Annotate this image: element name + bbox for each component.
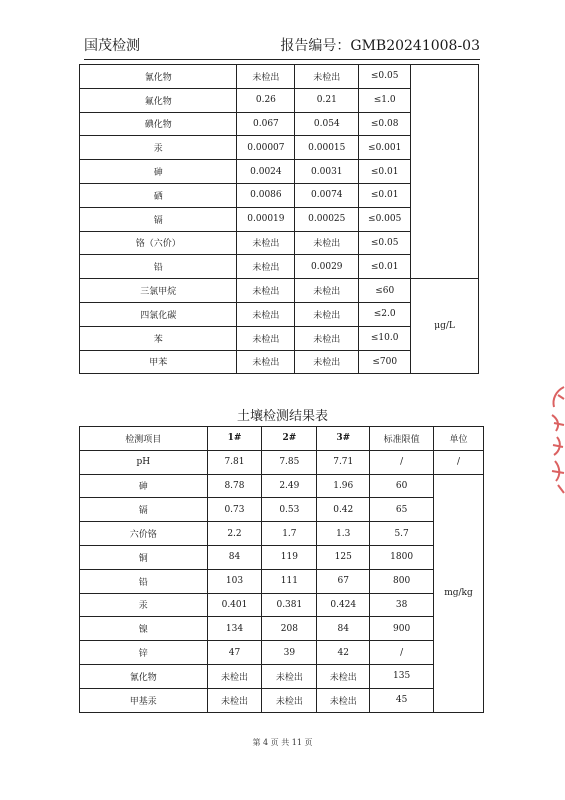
sample-3-cell: 未检出 [317, 688, 370, 712]
item-cell: 苯 [80, 326, 237, 350]
sample-3-cell: 84 [317, 617, 370, 641]
unit-cell-mgkg: mg/kg [434, 474, 484, 712]
page-header [84, 32, 480, 60]
sample-1-cell: 未检出 [237, 279, 295, 303]
limit-cell: ≤0.05 [359, 231, 411, 255]
limit-cell: ≤0.005 [359, 207, 411, 231]
item-cell: 镉 [80, 498, 208, 522]
sample-2-cell: 0.381 [262, 593, 317, 617]
soil-header-row [80, 427, 484, 451]
sample-2-cell: 0.0074 [295, 183, 359, 207]
sample-1-cell: 未检出 [237, 302, 295, 326]
sample-3-cell: 125 [317, 545, 370, 569]
item-cell: 汞 [80, 136, 237, 160]
sample-2-cell: 未检出 [295, 326, 359, 350]
limit-cell: 800 [370, 569, 434, 593]
sample-2-cell: 0.53 [262, 498, 317, 522]
sample-1-cell: 未检出 [207, 664, 262, 688]
soil-row [80, 522, 484, 546]
sample-1-cell: 84 [207, 545, 262, 569]
org-name: 国茂检测 [84, 38, 140, 54]
sample-2-cell: 0.054 [295, 112, 359, 136]
sample-2-cell: 2.49 [262, 474, 317, 498]
soil-row [80, 498, 484, 522]
soil-row [80, 474, 484, 498]
sample-1-cell: 8.78 [207, 474, 262, 498]
item-cell: 甲基汞 [80, 688, 208, 712]
sample-2-cell: 1.7 [262, 522, 317, 546]
sample-1-cell: 47 [207, 641, 262, 665]
red-seal-stamp [548, 385, 565, 495]
sample-2-cell: 111 [262, 569, 317, 593]
sample-2-cell: 208 [262, 617, 317, 641]
ph-cell: pH [80, 450, 208, 474]
sample-2-cell: 未检出 [295, 231, 359, 255]
item-cell: 砷 [80, 160, 237, 184]
sample-2-cell: 0.0031 [295, 160, 359, 184]
sample-1-cell: 103 [207, 569, 262, 593]
limit-cell: ≤0.01 [359, 183, 411, 207]
item-cell: 氟化物 [80, 88, 237, 112]
limit-cell: 5.7 [370, 522, 434, 546]
sample-1-cell: 未检出 [237, 326, 295, 350]
limit-cell: ≤700 [359, 350, 411, 374]
soil-row [80, 688, 484, 712]
soil-table-title: 土壤检测结果表 [236, 409, 328, 424]
item-cell: 甲苯 [80, 350, 237, 374]
sample-2-cell: 未检出 [295, 302, 359, 326]
sample-3-cell: 未检出 [317, 664, 370, 688]
sample-1-cell: 未检出 [237, 231, 295, 255]
ph-cell: 7.81 [207, 450, 262, 474]
item-cell: 碘化物 [80, 112, 237, 136]
sample-3-cell: 0.424 [317, 593, 370, 617]
sample-1-cell: 未检出 [207, 688, 262, 712]
sample-1-cell: 0.067 [237, 112, 295, 136]
ph-cell: 7.71 [317, 450, 370, 474]
sample-2-cell: 0.21 [295, 88, 359, 112]
soil-row [80, 593, 484, 617]
item-cell: 硒 [80, 183, 237, 207]
item-cell: 氰化物 [80, 65, 237, 89]
item-cell: 铅 [80, 569, 208, 593]
limit-cell: 1800 [370, 545, 434, 569]
sample-1-cell: 0.00019 [237, 207, 295, 231]
item-cell: 镉 [80, 207, 237, 231]
sample-3-cell: 67 [317, 569, 370, 593]
limit-cell: ≤1.0 [359, 88, 411, 112]
unit-cell-ugl: μg/L [411, 279, 479, 374]
item-cell: 四氯化碳 [80, 302, 237, 326]
sample-2-cell: 未检出 [295, 65, 359, 89]
soil-row [80, 664, 484, 688]
item-cell: 铬（六价） [80, 231, 237, 255]
header-sample-2: 2# [262, 427, 317, 451]
ph-cell: / [434, 450, 484, 474]
limit-cell: ≤0.01 [359, 255, 411, 279]
sample-3-cell: 1.3 [317, 522, 370, 546]
header-unit: 单位 [434, 427, 484, 451]
sample-3-cell: 1.96 [317, 474, 370, 498]
sample-2-cell: 0.00025 [295, 207, 359, 231]
limit-cell: 135 [370, 664, 434, 688]
limit-cell: 45 [370, 688, 434, 712]
soil-row [80, 545, 484, 569]
soil-row [80, 641, 484, 665]
sample-2-cell: 未检出 [262, 664, 317, 688]
item-cell: 六价铬 [80, 522, 208, 546]
item-cell: 砷 [80, 474, 208, 498]
soil-row [80, 569, 484, 593]
limit-cell: ≤2.0 [359, 302, 411, 326]
sample-1-cell: 2.2 [207, 522, 262, 546]
sample-2-cell: 未检出 [262, 688, 317, 712]
ph-cell: / [370, 450, 434, 474]
limit-cell: / [370, 641, 434, 665]
water-row [80, 279, 479, 303]
sample-1-cell: 未检出 [237, 350, 295, 374]
sample-1-cell: 0.26 [237, 88, 295, 112]
item-cell: 铜 [80, 545, 208, 569]
item-cell: 氰化物 [80, 664, 208, 688]
sample-1-cell: 0.00007 [237, 136, 295, 160]
limit-cell: ≤0.01 [359, 160, 411, 184]
limit-cell: ≤10.0 [359, 326, 411, 350]
sample-1-cell: 0.73 [207, 498, 262, 522]
sample-2-cell: 未检出 [295, 350, 359, 374]
ph-cell: 7.85 [262, 450, 317, 474]
sample-1-cell: 0.0024 [237, 160, 295, 184]
page-footer: 第 4 页 共 11 页 [252, 738, 313, 747]
item-cell: 铅 [80, 255, 237, 279]
limit-cell: 65 [370, 498, 434, 522]
sample-2-cell: 39 [262, 641, 317, 665]
header-sample-3: 3# [317, 427, 370, 451]
limit-cell: ≤0.001 [359, 136, 411, 160]
water-results-table [79, 64, 479, 374]
sample-2-cell: 119 [262, 545, 317, 569]
limit-cell: ≤0.05 [359, 65, 411, 89]
water-row [80, 65, 479, 89]
soil-row [80, 617, 484, 641]
report-number: 报告编号：GMB20241008-03 [280, 38, 480, 54]
sample-1-cell: 未检出 [237, 65, 295, 89]
limit-cell: 60 [370, 474, 434, 498]
sample-1-cell: 134 [207, 617, 262, 641]
sample-3-cell: 42 [317, 641, 370, 665]
header-limit: 标准限值 [370, 427, 434, 451]
limit-cell: 900 [370, 617, 434, 641]
limit-cell: 38 [370, 593, 434, 617]
item-cell: 汞 [80, 593, 208, 617]
sample-1-cell: 未检出 [237, 255, 295, 279]
item-cell: 三氯甲烷 [80, 279, 237, 303]
header-sample-1: 1# [207, 427, 262, 451]
item-cell: 镍 [80, 617, 208, 641]
unit-cell-blank [411, 65, 479, 279]
soil-row-ph [80, 450, 484, 474]
limit-cell: ≤60 [359, 279, 411, 303]
sample-1-cell: 0.0086 [237, 183, 295, 207]
sample-1-cell: 0.401 [207, 593, 262, 617]
soil-results-table [79, 426, 484, 713]
sample-2-cell: 未检出 [295, 279, 359, 303]
limit-cell: ≤0.08 [359, 112, 411, 136]
sample-3-cell: 0.42 [317, 498, 370, 522]
sample-2-cell: 0.00015 [295, 136, 359, 160]
item-cell: 锌 [80, 641, 208, 665]
sample-2-cell: 0.0029 [295, 255, 359, 279]
header-item: 检测项目 [80, 427, 208, 451]
